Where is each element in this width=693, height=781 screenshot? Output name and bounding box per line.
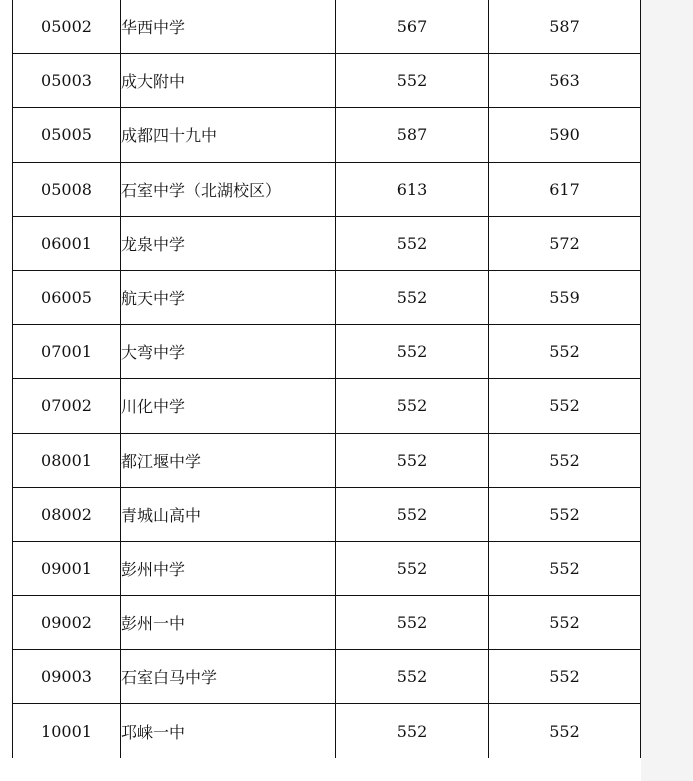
school-name-cell: 华西中学 <box>121 0 336 54</box>
score-cell-1: 552 <box>336 270 489 324</box>
score-cell-1: 552 <box>336 541 489 595</box>
table-row <box>13 433 641 487</box>
score-cell-2: 590 <box>489 108 641 162</box>
score-cell-2: 552 <box>489 541 641 595</box>
school-code-cell: 09001 <box>13 541 121 595</box>
table-row <box>13 650 641 704</box>
school-name-cell: 彭州一中 <box>121 596 336 650</box>
table-row <box>13 162 641 216</box>
school-name-cell: 石室白马中学 <box>121 650 336 704</box>
score-cell-1: 552 <box>336 54 489 108</box>
table-row <box>13 270 641 324</box>
school-name-cell: 龙泉中学 <box>121 216 336 270</box>
school-name-cell: 彭州中学 <box>121 541 336 595</box>
score-table <box>12 0 641 758</box>
score-table-body <box>13 0 641 758</box>
school-name-cell: 成大附中 <box>121 54 336 108</box>
table-row <box>13 487 641 541</box>
table-row <box>13 0 641 54</box>
school-code-cell: 09002 <box>13 596 121 650</box>
school-name-cell: 川化中学 <box>121 379 336 433</box>
score-cell-2: 552 <box>489 433 641 487</box>
school-name-cell: 邛崃一中 <box>121 704 336 758</box>
score-cell-1: 567 <box>336 0 489 54</box>
school-name-cell: 成都四十九中 <box>121 108 336 162</box>
school-name-cell: 大弯中学 <box>121 325 336 379</box>
school-code-cell: 06005 <box>13 270 121 324</box>
score-cell-1: 552 <box>336 704 489 758</box>
school-name-cell: 青城山高中 <box>121 487 336 541</box>
score-cell-2: 552 <box>489 325 641 379</box>
score-cell-2: 552 <box>489 704 641 758</box>
score-cell-2: 617 <box>489 162 641 216</box>
score-cell-2: 552 <box>489 379 641 433</box>
table-row <box>13 704 641 758</box>
school-code-cell: 05002 <box>13 0 121 54</box>
table-row <box>13 596 641 650</box>
table-row <box>13 325 641 379</box>
school-code-cell: 06001 <box>13 216 121 270</box>
table-row <box>13 216 641 270</box>
score-cell-1: 552 <box>336 596 489 650</box>
school-name-cell: 航天中学 <box>121 270 336 324</box>
score-cell-2: 552 <box>489 650 641 704</box>
school-code-cell: 07001 <box>13 325 121 379</box>
score-cell-2: 559 <box>489 270 641 324</box>
score-cell-1: 552 <box>336 325 489 379</box>
score-cell-1: 613 <box>336 162 489 216</box>
school-name-cell: 都江堰中学 <box>121 433 336 487</box>
score-cell-1: 552 <box>336 487 489 541</box>
score-cell-1: 587 <box>336 108 489 162</box>
score-cell-1: 552 <box>336 433 489 487</box>
school-code-cell: 07002 <box>13 379 121 433</box>
school-code-cell: 09003 <box>13 650 121 704</box>
table-row <box>13 541 641 595</box>
school-code-cell: 08002 <box>13 487 121 541</box>
school-name-cell: 石室中学（北湖校区） <box>121 162 336 216</box>
score-cell-2: 587 <box>489 0 641 54</box>
table-row <box>13 54 641 108</box>
school-code-cell: 05008 <box>13 162 121 216</box>
score-cell-2: 563 <box>489 54 641 108</box>
score-cell-1: 552 <box>336 216 489 270</box>
score-cell-1: 552 <box>336 650 489 704</box>
table-row <box>13 379 641 433</box>
school-code-cell: 08001 <box>13 433 121 487</box>
score-cell-2: 552 <box>489 596 641 650</box>
table-row <box>13 108 641 162</box>
score-cell-2: 572 <box>489 216 641 270</box>
school-code-cell: 05003 <box>13 54 121 108</box>
score-cell-2: 552 <box>489 487 641 541</box>
score-cell-1: 552 <box>336 379 489 433</box>
school-code-cell: 05005 <box>13 108 121 162</box>
school-code-cell: 10001 <box>13 704 121 758</box>
